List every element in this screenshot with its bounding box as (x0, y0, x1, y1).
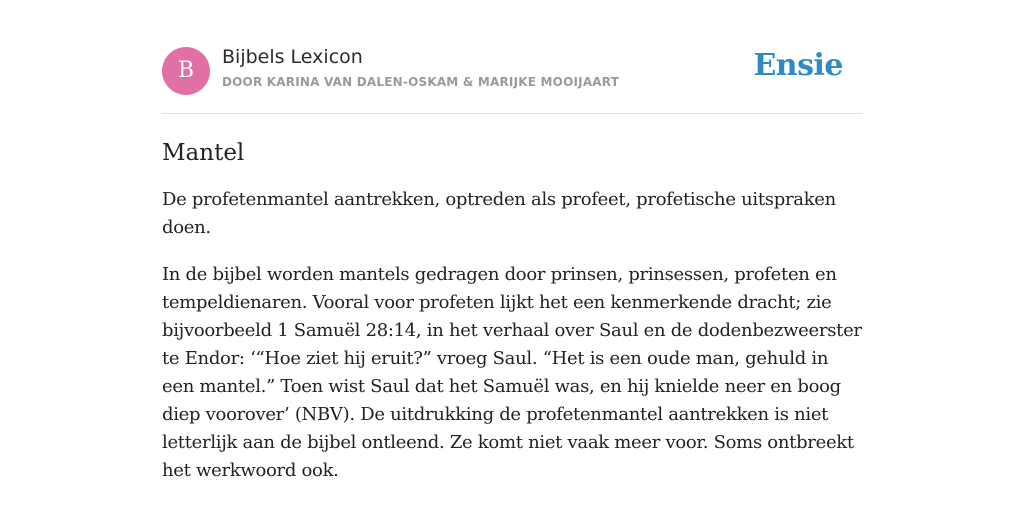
source-title[interactable]: Bijbels Lexicon (222, 46, 363, 68)
entry-paragraph: De profetenmantel aantrekken, optreden als profeet, profetische uitspraken doen. (162, 189, 836, 238)
source-avatar[interactable]: B (162, 47, 210, 95)
entry-headword: Mantel (162, 140, 245, 166)
source-header (162, 44, 862, 114)
entry-content (162, 136, 862, 504)
entry-paragraph: In de bijbel worden mantels gedragen door prinsen, prinsessen, profeten en tempeldienaren. Vooral voor profeten lijkt het een kenmerkende dracht; zie bijvoorbeeld 1 Samuël 28:14, in het verhaal over Saul en de dodenbezweerster te Endor: ‘“Hoe ziet hij eruit?” vroeg Saul. “Het is een oude man, gehuld in een mantel.” Toen wist Saul dat het Samuël was, en hij knielde neer en boog diep voorover’ (NBV). De uitdrukking de profetenmantel aantrekken is niet letterlijk aan de bijbel ontleend. Ze komt niet vaak meer voor. Soms ontbreekt het werkwoord ook. (162, 264, 862, 481)
brand-logo[interactable]: Ensie (753, 48, 843, 83)
source-authors: DOOR KARINA VAN DALEN-OSKAM & MARIJKE MOOIJAART (222, 75, 620, 89)
